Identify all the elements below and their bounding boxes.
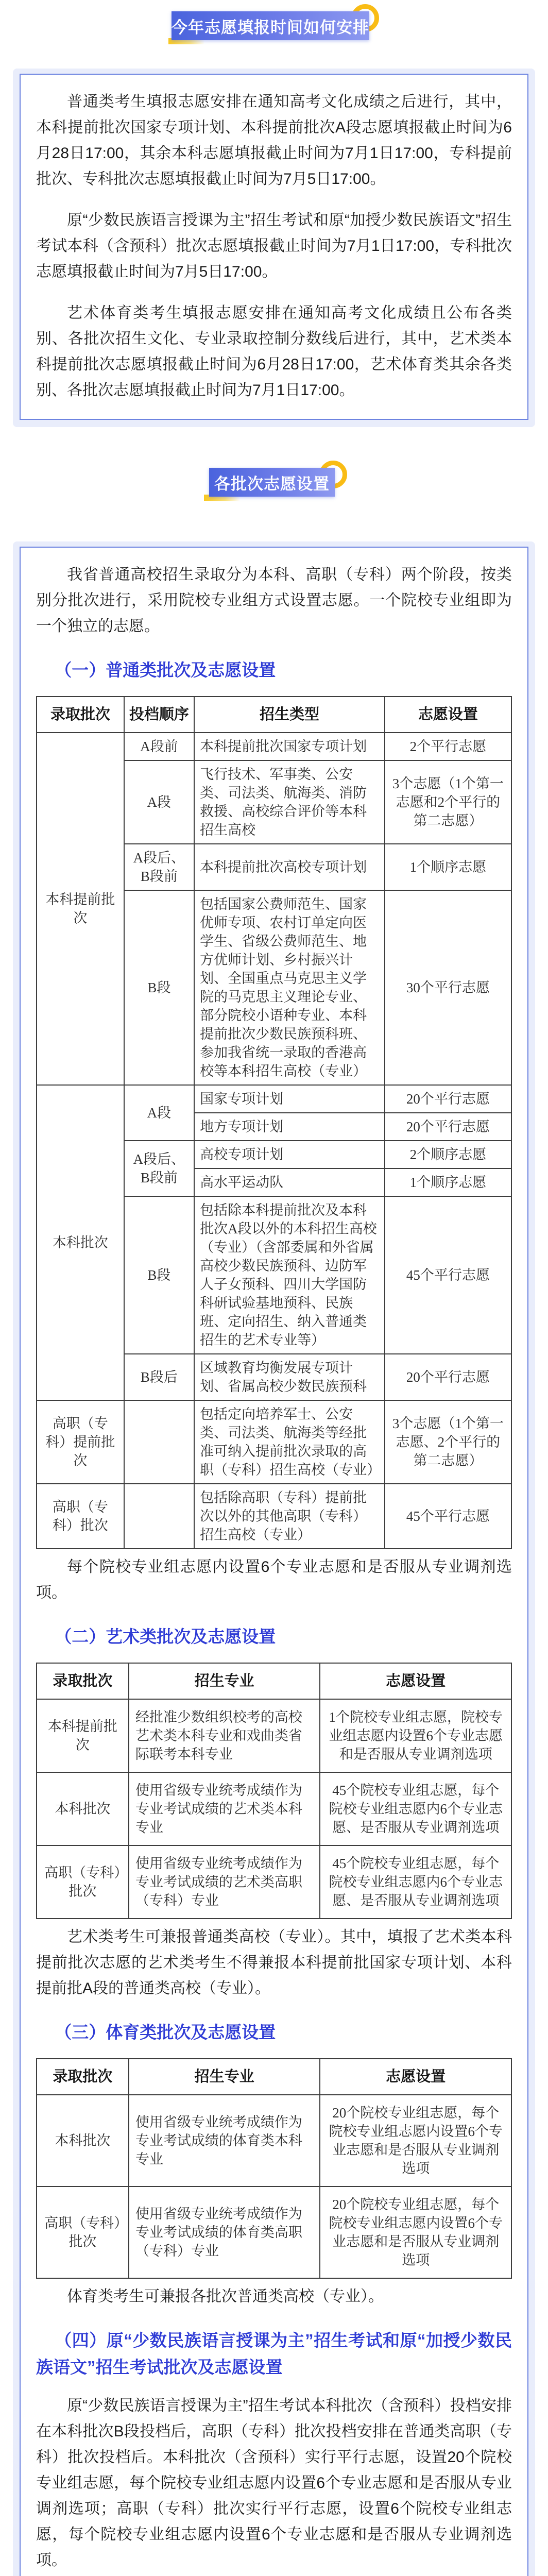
sub-section-heading: （二）艺术类批次及志愿设置 — [55, 1627, 276, 1646]
table-cell: 1个顺序志愿 — [385, 844, 511, 890]
table-cell: 本科提前批次国家专项计划 — [194, 733, 385, 760]
batches-paragraph: 艺术类考生可兼报普通类高校（专业）。其中，填报了艺术类本科提前批次志愿的艺术类考生不得兼报本科提前批国家专项计划、本科提前批A段的普通类高校（专业）。 — [36, 1928, 512, 1997]
table-cell: 包括除高职（专科）提前批次以外的其他高职（专科）招生高校（专业） — [194, 1484, 385, 1549]
timing-paragraph: 原“少数民族语言授课为主”招生考试和原“加授少数民族语文”招生考试本科（含预科）批次志愿填报截止时间为7月1日17:00，专科批次志愿填报截止时间为7月5日17:00。 — [36, 212, 512, 280]
column-header: 志愿设置 — [320, 1663, 511, 1699]
table-cell: 国家专项计划 — [194, 1085, 385, 1113]
table-cell: 45个院校专业组志愿，每个院校专业组志愿内6个专业志愿、是否服从专业调剂选项 — [320, 1845, 511, 1919]
sub-section-heading: （四）原“少数民族语言授课为主”招生考试和原“加授少数民族语文”招生考试批次及志愿设置 — [36, 2331, 512, 2377]
sports-batch-table — [36, 2058, 512, 2279]
timing-badge-title: 今年志愿填报时间如何安排 — [172, 11, 369, 40]
table-cell: 高校专项计划 — [194, 1141, 385, 1168]
timing-paragraph: 艺术体育类考生填报志愿安排在通知高考文化成绩且公布各类别、各批次招生文化、专业录取控制分数线后进行，其中，艺术类本科提前批次志愿填报截止时间为6月28日17:00，艺术体育类其余各类别、各批次志愿填报截止时间为7月1日17:00。 — [36, 304, 512, 399]
batches-paragraph: 每个院校专业组志愿内设置6个专业志愿和是否服从专业调剂选项。 — [36, 1558, 512, 1601]
table-cell: 飞行技术、军事类、公安类、司法类、航海类、消防救援、高校综合评价等本科招生高校 — [194, 760, 385, 844]
table-cell: 本科批次 — [37, 1085, 124, 1400]
table-cell: 3个志愿（1个第一志愿、2个平行的第二志愿） — [385, 1400, 511, 1484]
table-cell: 使用省级专业统考成绩作为专业考试成绩的体育类本科专业 — [129, 2095, 320, 2187]
table-cell: 包括定向培养军士、公安类、司法类、航海类等经批准可纳入提前批次录取的高职（专科）招生高校（专业） — [194, 1400, 385, 1484]
table-cell: 1个顺序志愿 — [385, 1168, 511, 1196]
table-cell: B段后 — [124, 1354, 194, 1400]
column-header: 录取批次 — [37, 1663, 129, 1699]
table-cell: A段后、B段前 — [124, 844, 194, 890]
general-batch-table — [36, 696, 512, 1549]
table-cell: 20个平行志愿 — [385, 1085, 511, 1113]
timing-box — [20, 74, 528, 420]
column-header: 志愿设置 — [385, 697, 511, 733]
batches-badge-title: 各批次志愿设置 — [209, 468, 335, 497]
table-cell: A段 — [124, 1085, 194, 1141]
table-cell — [124, 1484, 194, 1549]
table-cell: B段 — [124, 1196, 194, 1354]
table-cell: 本科批次 — [37, 2095, 129, 2187]
table-cell: 20个平行志愿 — [385, 1354, 511, 1400]
batches-badge-wrap — [0, 468, 548, 497]
table-cell: 45个平行志愿 — [385, 1196, 511, 1354]
sub-section-heading: （一）普通类批次及志愿设置 — [55, 660, 276, 680]
table-cell: 高水平运动队 — [194, 1168, 385, 1196]
column-header: 录取批次 — [37, 2059, 129, 2095]
table-header-row — [37, 1663, 511, 1699]
table-cell — [124, 1400, 194, 1484]
table-cell: 3个志愿（1个第一志愿和2个平行的第二志愿） — [385, 760, 511, 844]
table-cell: 20个院校专业组志愿，每个院校专业组志愿内设置6个专业志愿和是否服从专业调剂选项 — [320, 2095, 511, 2187]
art-batch-table — [36, 1663, 512, 1919]
table-cell: 高职（专科）批次 — [37, 1484, 124, 1549]
table-row — [37, 2187, 511, 2278]
table-cell: B段 — [124, 890, 194, 1085]
table-cell: 本科批次 — [37, 1772, 129, 1845]
table-cell: 使用省级专业统考成绩作为专业考试成绩的艺术类高职（专科）专业 — [129, 1845, 320, 1919]
batches-blocks — [36, 657, 512, 2576]
table-cell: 高职（专科）批次 — [37, 1845, 129, 1919]
table-row — [37, 733, 511, 760]
table-cell: 高职（专科）提前批次 — [37, 1400, 124, 1484]
table-cell: 45个院校专业组志愿，每个院校专业组志愿内6个专业志愿、是否服从专业调剂选项 — [320, 1772, 511, 1845]
sub-section-heading: （三）体育类批次及志愿设置 — [55, 2023, 276, 2042]
table-cell: 使用省级专业统考成绩作为专业考试成绩的艺术类本科专业 — [129, 1772, 320, 1845]
table-row — [37, 1772, 511, 1845]
table-cell: A段后、B段前 — [124, 1141, 194, 1196]
table-cell: 包括除本科提前批次及本科批次A段以外的本科招生高校（专业）（含部委属和外省属高校少数民族预科、边防军人子女预科、四川大学国防科研试验基地预科、民族班、定向招生、纳入普通类招生的艺术专业等） — [194, 1196, 385, 1354]
batches-paragraph: 原“少数民族语言授课为主”招生考试本科批次（含预科）投档安排在本科批次B段投档后，高职（专科）批次投档安排在普通类高职（专科）批次投档后。本科批次（含预科）实行平行志愿，设置20个院校专业组志愿，每个院校专业组志愿内设置6个专业志愿和是否服从专业调剂选项；高职（专科）批次实行平行志愿，设置6个院校专业组志愿，每个院校专业组志愿内设置6个专业志愿和是否服从专业调剂选项。 — [36, 2397, 512, 2569]
table-header-row — [37, 2059, 511, 2095]
table-row — [37, 1845, 511, 1919]
table-row — [37, 1699, 511, 1772]
timing-paragraph: 普通类考生填报志愿安排在通知高考文化成绩之后进行，其中，本科提前批次国家专项计划、本科提前批次A段志愿填报截止时间为6月28日17:00，其余本科志愿填报截止时间为7月1日17:00，专科提前批次、专科批次志愿填报截止时间为7月5日17:00。 — [36, 93, 512, 188]
table-cell: 45个平行志愿 — [385, 1484, 511, 1549]
column-header: 招生类型 — [194, 697, 385, 733]
table-cell: 2个平行志愿 — [385, 733, 511, 760]
batches-box — [20, 547, 528, 2576]
table-header-row — [37, 697, 511, 733]
column-header: 招生专业 — [129, 1663, 320, 1699]
table-cell: 使用省级专业统考成绩作为专业考试成绩的体育类高职（专科）专业 — [129, 2187, 320, 2278]
table-cell: 20个院校专业组志愿，每个院校专业组志愿内设置6个专业志愿和是否服从专业调剂选项 — [320, 2187, 511, 2278]
table-cell: 包括国家公费师范生、国家优师专项、农村订单定向医学生、省级公费师范生、地方优师计划、乡村振兴计划、全国重点马克思主义学院的马克思主义理论专业、部分院校小语种专业、本科提前批次少数民族预科班、参加我省统一录取的香港高校等本科招生高校（专业） — [194, 890, 385, 1085]
page — [0, 11, 548, 2576]
section-batches — [13, 541, 535, 2576]
table-cell: 20个平行志愿 — [385, 1113, 511, 1141]
table-row — [37, 2095, 511, 2187]
table-cell: 2个顺序志愿 — [385, 1141, 511, 1168]
table-row — [37, 1484, 511, 1549]
timing-paragraphs — [36, 89, 512, 403]
table-cell: 30个平行志愿 — [385, 890, 511, 1085]
table-cell: 高职（专科）批次 — [37, 2187, 129, 2278]
table-cell: 地方专项计划 — [194, 1113, 385, 1141]
column-header: 招生专业 — [129, 2059, 320, 2095]
table-row — [37, 1085, 511, 1113]
table-row — [37, 1400, 511, 1484]
table-cell: A段前 — [124, 733, 194, 760]
batches-intro: 我省普通高校招生录取分为本科、高职（专科）两个阶段，按类别分批次进行，采用院校专业组方式设置志愿。一个院校专业组即为一个独立的志愿。 — [36, 566, 512, 635]
batches-paragraph: 体育类考生可兼报各批次普通类高校（专业）。 — [67, 2288, 384, 2305]
timing-badge-wrap — [0, 11, 548, 40]
section-timing — [13, 69, 535, 427]
table-cell: 本科提前批次高校专项计划 — [194, 844, 385, 890]
table-cell: 区域教育均衡发展专项计划、省属高校少数民族预科 — [194, 1354, 385, 1400]
column-header: 志愿设置 — [320, 2059, 511, 2095]
table-cell: 经批准少数组织校考的高校艺术类本科专业和戏曲类省际联考本科专业 — [129, 1699, 320, 1772]
table-cell: 本科提前批次 — [37, 1699, 129, 1772]
table-cell: 本科提前批次 — [37, 733, 124, 1085]
table-cell: A段 — [124, 760, 194, 844]
column-header: 投档顺序 — [124, 697, 194, 733]
table-cell: 1个院校专业组志愿，院校专业组志愿内设置6个专业志愿和是否服从专业调剂选项 — [320, 1699, 511, 1772]
column-header: 录取批次 — [37, 697, 124, 733]
